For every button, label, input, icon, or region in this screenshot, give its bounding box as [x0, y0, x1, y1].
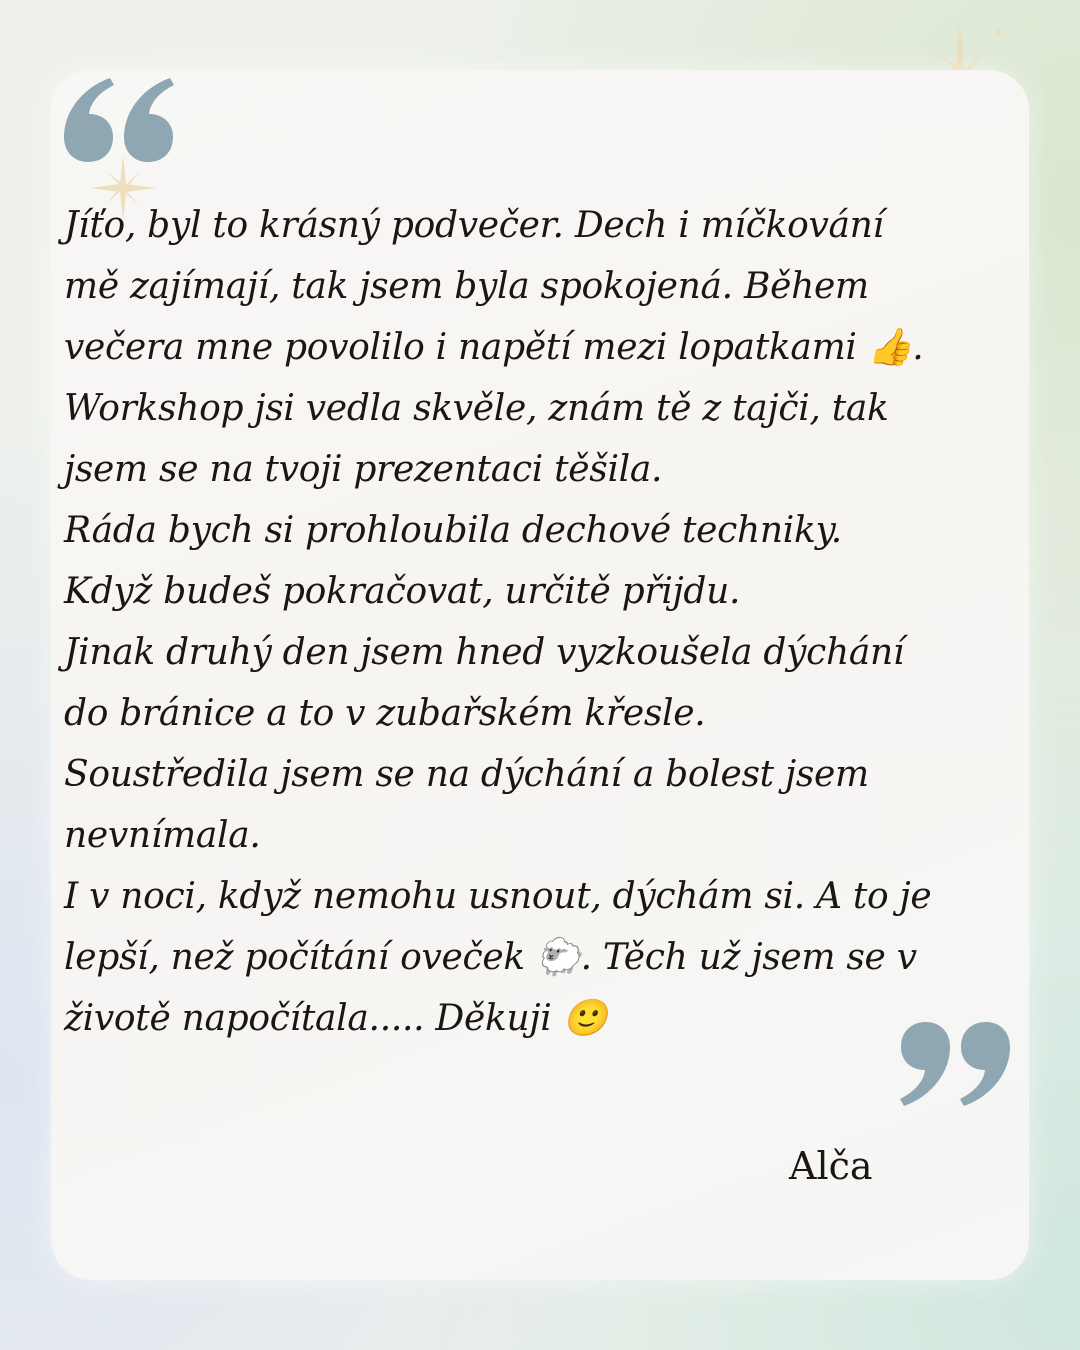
testimonial-line: Soustředila jsem se na dýchání a bolest jsem — [64, 754, 869, 795]
testimonial-line: Když budeš pokračovat, určitě přijdu. — [64, 571, 741, 612]
opening-quote-icon — [62, 76, 176, 162]
testimonial-line: I v noci, když nemohu usnout, dýchám si. A to je — [64, 876, 932, 917]
testimonial-line: jsem se na tvoji prezentaci těšila. — [64, 449, 663, 490]
testimonial-line: do bránice a to v zubařském křesle. — [64, 693, 706, 734]
testimonial-line: Ráda bych si prohloubila dechové techniky. — [64, 510, 842, 551]
testimonial-line: životě napočítala..... Děkuji 🙂 — [64, 998, 608, 1039]
author-name: Alča — [789, 1144, 873, 1188]
testimonial-line: nevnímala. — [64, 815, 261, 856]
testimonial-text — [64, 195, 1024, 1049]
testimonial-line: Jíťo, byl to krásný podvečer. Dech i míčkování — [64, 205, 884, 246]
testimonial-line: večera mne povolilo i napětí mezi lopatkami 👍. — [64, 327, 924, 368]
testimonial-line: mě zajímají, tak jsem byla spokojená. Během — [64, 266, 869, 307]
testimonial-line: Workshop jsi vedla skvěle, znám tě z tajči, tak — [64, 388, 889, 429]
testimonial-line: Jinak druhý den jsem hned vyzkoušela dýchání — [64, 632, 905, 673]
testimonial-line: lepší, než počítání oveček 🐑. Těch už jsem se v — [64, 937, 917, 978]
closing-quote-icon — [900, 1022, 1012, 1106]
